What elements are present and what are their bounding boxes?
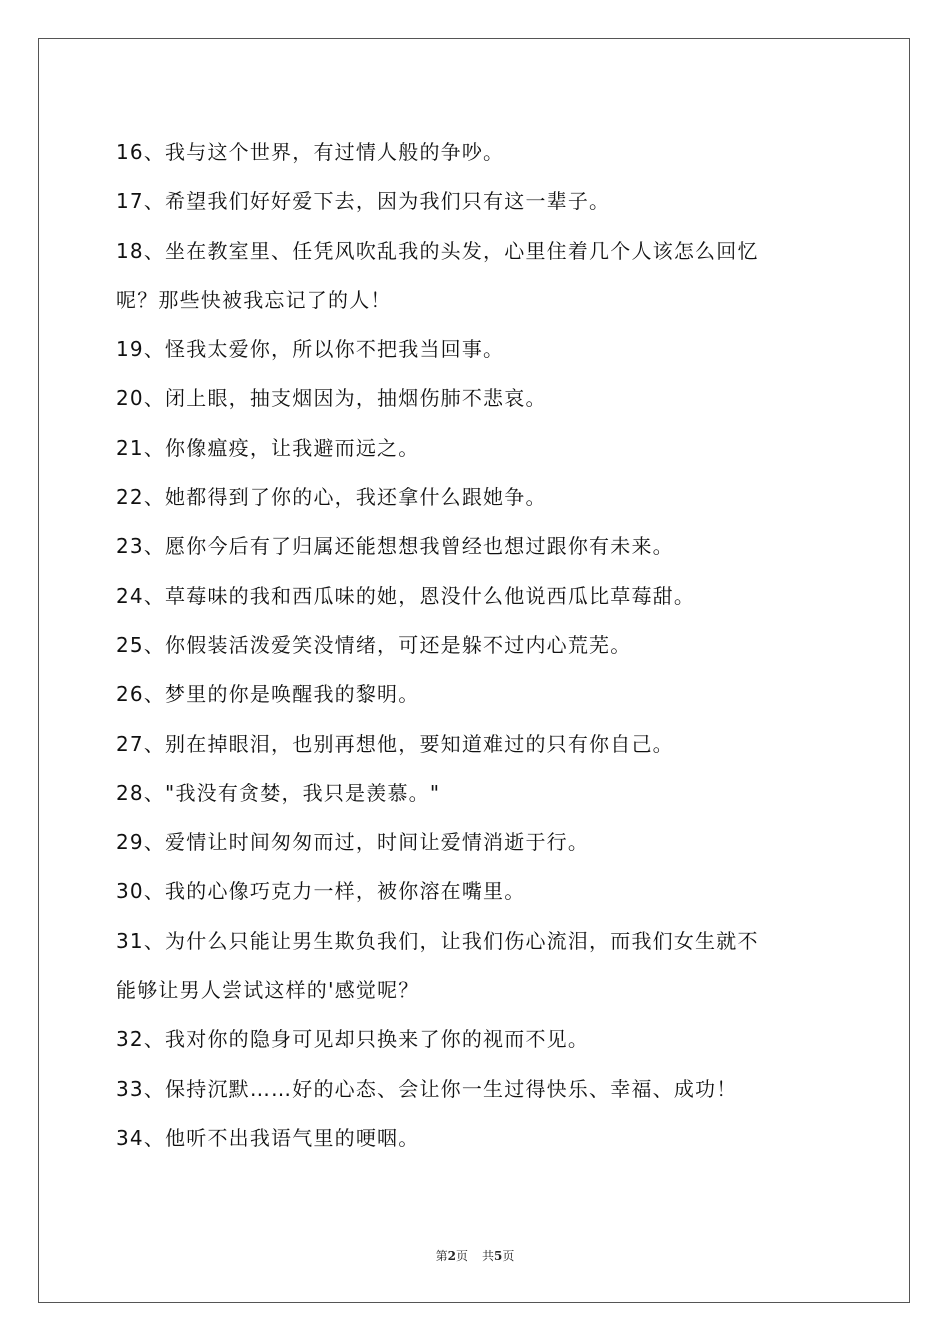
text-line: 23、愿你今后有了归属还能想想我曾经也想过跟你有未来。 [116, 534, 674, 559]
text-line: 26、梦里的你是唤醒我的黎明。 [116, 682, 420, 707]
text-line: 32、我对你的隐身可见却只换来了你的视而不见。 [116, 1027, 590, 1052]
text-line: 25、你假装活泼爱笑没情绪，可还是躲不过内心荒芜。 [116, 632, 632, 657]
text-line: 18、坐在教室里、任凭风吹乱我的头发，心里住着几个人该怎么回忆 [116, 238, 759, 263]
text-line: 27、别在掉眼泪，也别再想他，要知道难过的只有你自己。 [116, 731, 674, 756]
text-line: 22、她都得到了你的心，我还拿什么跟她争。 [116, 485, 547, 510]
text-line: 16、我与这个世界，有过情人般的争吵。 [116, 140, 505, 164]
text-line: 20、闭上眼，抽支烟因为，抽烟伤肺不悲哀。 [116, 386, 547, 411]
text-line: 28、"我没有贪婪，我只是羡慕。" [116, 780, 441, 805]
text-line: 21、你像瘟疫，让我避而远之。 [116, 435, 420, 460]
text-line: 33、保持沉默……好的心态、会让你一生过得快乐、幸福、成功！ [116, 1076, 738, 1101]
text-line: 34、他听不出我语气里的哽咽。 [116, 1125, 420, 1150]
text-line: 30、我的心像巧克力一样，被你溶在嘴里。 [116, 879, 526, 904]
page-current: 2 [447, 1249, 456, 1263]
document-body [116, 128, 846, 1163]
page-footer [0, 1247, 950, 1264]
total-prefix: 共 [482, 1249, 495, 1263]
page-prefix: 第 [435, 1249, 448, 1263]
total-suffix: 页 [502, 1249, 515, 1263]
text-line: 19、怪我太爱你，所以你不把我当回事。 [116, 337, 505, 362]
text-line: 17、希望我们好好爱下去，因为我们只有这一辈子。 [116, 189, 611, 214]
page-suffix: 页 [455, 1249, 468, 1263]
text-line: 29、爱情让时间匆匆而过，时间让爱情消逝于行。 [116, 830, 590, 855]
text-line: 24、草莓味的我和西瓜味的她，恩没什么他说西瓜比草莓甜。 [116, 583, 696, 608]
text-line: 能够让男人尝试这样的'感觉呢？ [116, 978, 420, 1003]
text-line: 31、为什么只能让男生欺负我们，让我们伤心流泪，而我们女生就不 [116, 928, 759, 953]
page-total: 5 [494, 1249, 503, 1263]
text-line: 呢？那些快被我忘记了的人！ [116, 287, 392, 312]
